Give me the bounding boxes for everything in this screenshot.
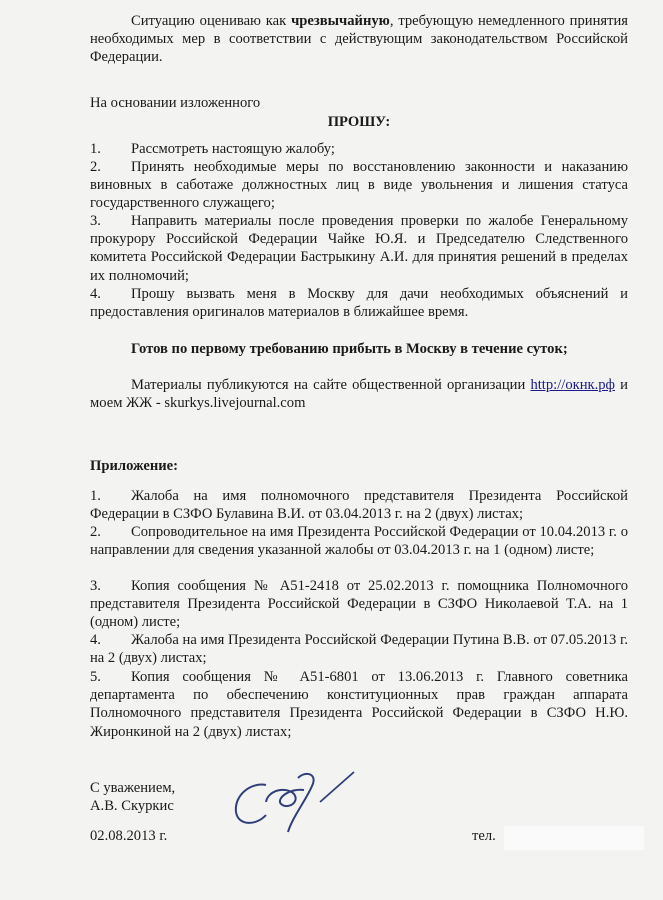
- signature-icon: [226, 760, 376, 840]
- attachment-item: [90, 668, 628, 741]
- attachment-item: [90, 487, 628, 523]
- basis-line: На основании изложенного: [90, 95, 261, 111]
- item-number: 3.: [90, 578, 101, 594]
- item-number: 4.: [90, 632, 101, 648]
- attachment-item: [90, 577, 628, 632]
- intro-text: Ситуацию оцениваю как: [131, 13, 292, 29]
- item-text: Жалоба на имя полномочного представителя Президента Российской Федерации в СЗФО Булавина В.И. от 03.04.2013 г. на 2 (двух) листах;: [90, 488, 628, 523]
- intro-paragraph: [90, 12, 628, 67]
- item-text: Сопроводительное на имя Президента Российской Федерации от 10.04.2013 г. о направлении для сведения указанной жалобы от 03.04.2013 г. на 1 (одном) листе;: [90, 524, 628, 559]
- item-number: 1.: [90, 488, 101, 504]
- item-text: Жалоба на имя Президента Российской Федерации Путина В.В. от 07.05.2013 г. на 2 (двух) листах;: [90, 632, 628, 667]
- attachments-heading: Приложение:: [90, 458, 179, 474]
- request-heading: ПРОШУ:: [327, 114, 391, 130]
- request-item: [90, 158, 628, 213]
- attachment-item: [90, 523, 628, 559]
- request-item: [90, 140, 628, 158]
- request-item: [90, 285, 628, 321]
- website-link[interactable]: http://окнк.рф: [530, 377, 616, 393]
- request-item: [90, 212, 628, 285]
- item-number: 5.: [90, 669, 101, 685]
- attachment-item: [90, 631, 628, 667]
- item-number: 4.: [90, 286, 101, 302]
- intro-bold-word: чрезвычайную: [291, 13, 390, 29]
- regards-text: С уважением,: [90, 780, 176, 796]
- item-text: Прошу вызвать меня в Москву для дачи необходимых объяснений и предоставления оригиналов материалов в ближайшее время.: [90, 286, 628, 321]
- item-text: Копия сообщения № А51-2418 от 25.02.2013 г. помощника Полномочного представителя Президента Российской Федерации в СЗФО Николаевой Т.А. на 1 (одном) листе;: [90, 578, 628, 631]
- item-text: Принять необходимые меры по восстановлению законности и наказанию виновных в саботаже должностных лиц в виде увольнения и лишения статуса государственного служащего;: [90, 159, 628, 212]
- letter-date: 02.08.2013 г.: [90, 828, 168, 844]
- item-text: Копия сообщения № А51-6801 от 13.06.2013 г. Главного советника департамента по обеспечению конституционных прав граждан аппарата Полномочного представителя Президента Российской Федерации в СЗФО Н.Ю. Жиронкиной на 2 (двух) листах;: [90, 669, 628, 740]
- author-name: А.В. Скуркис: [90, 798, 174, 814]
- item-text: Направить материалы после проведения проверки по жалобе Генеральному прокурору Российской Федерации Чайке Ю.Я. и Председателю Следственного комитета Российской Федерации Бастрыкину А.И. для принятия решений в пределах их полномочий;: [90, 213, 628, 284]
- intro-text-end: , требующую немедленного принятия необходимых мер в соответствии с действующим законодательством Российской Федерации.: [90, 13, 628, 66]
- ready-statement: Готов по первому требованию прибыть в Москву в течение суток;: [131, 341, 568, 357]
- item-number: 2.: [90, 524, 101, 540]
- item-number: 1.: [90, 141, 101, 157]
- item-number: 2.: [90, 159, 101, 175]
- publish-paragraph: [90, 376, 628, 412]
- publish-text: Материалы публикуются на сайте общественной организации: [131, 377, 531, 393]
- phone-label: тел.: [472, 828, 496, 844]
- redacted-phone: [504, 826, 644, 850]
- publish-text-end: и моем ЖЖ - skurkys.livejournal.com: [90, 377, 628, 412]
- item-number: 3.: [90, 213, 101, 229]
- item-text: Рассмотреть настоящую жалобу;: [131, 141, 335, 157]
